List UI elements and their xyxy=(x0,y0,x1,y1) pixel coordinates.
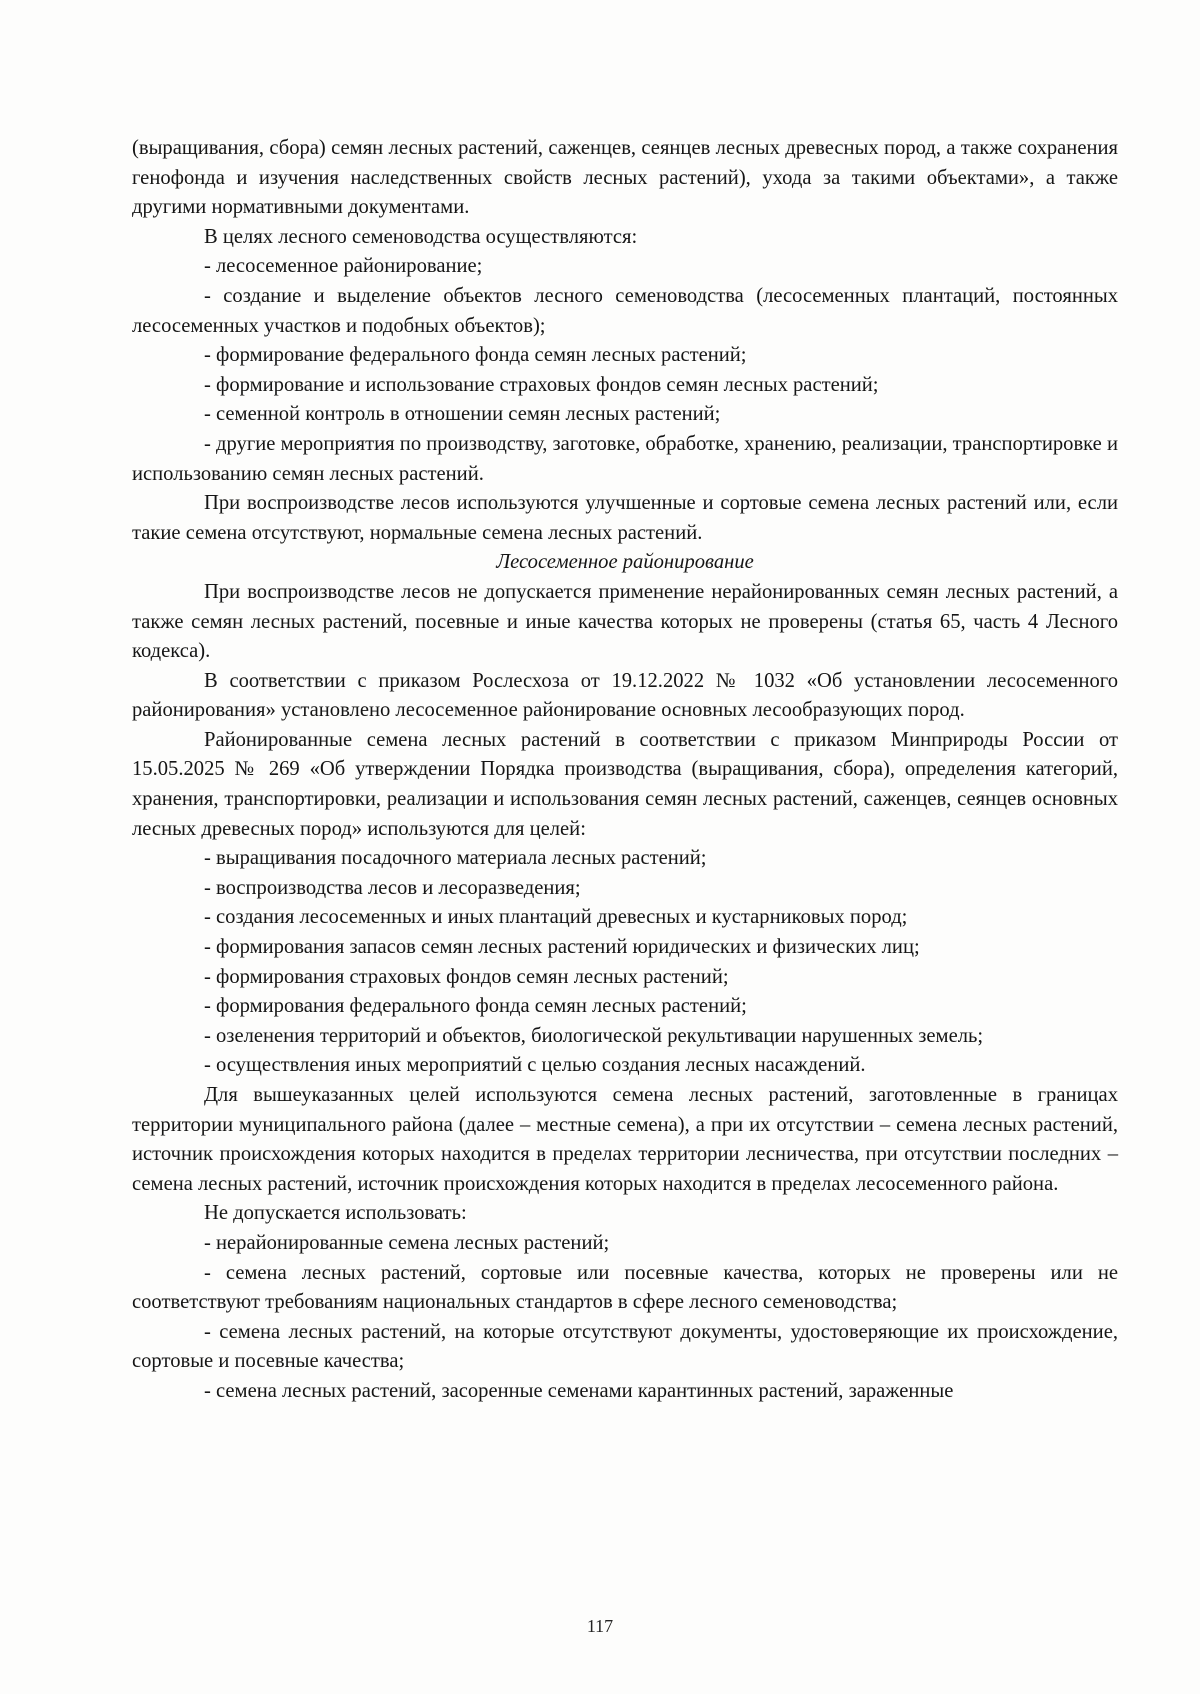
list-item: - выращивания посадочного материала лесных растений; xyxy=(204,847,707,870)
page-number: 117 xyxy=(586,1616,614,1636)
list-item: - осуществления иных мероприятий с целью создания лесных насаждений. xyxy=(204,1054,866,1077)
paragraph: При воспроизводстве лесов не допускается применение нерайонированных семян лесных растений, а также семян лесных растений, посевные и иные качества которых не проверены (статья 65, часть 4 Лесного кодекса). xyxy=(132,580,1118,663)
list-item: - создания лесосеменных и иных плантаций древесных и кустарниковых пород; xyxy=(204,906,908,929)
paragraph: Для вышеуказанных целей используются семена лесных растений, заготовленные в границах территории муниципального района (далее – местные семена), а при их отсутствии – семена лесных растений, источник происхождения которых находится в пределах территории лесничества, при отсутствии последних – семена лесных растений, источник происхождения которых находится в пределах лесосеменного района. xyxy=(132,1084,1118,1195)
paragraph: При воспроизводстве лесов используются улучшенные и сортовые семена лесных растений или, если такие семена отсутствуют, нормальные семена лесных растений. xyxy=(132,492,1118,544)
list-item: - формирования федерального фонда семян лесных растений; xyxy=(204,995,747,1018)
document-body xyxy=(132,134,1118,1407)
list-item: - формирование и использование страховых фондов семян лесных растений; xyxy=(204,373,879,396)
list-item: - лесосеменное районирование; xyxy=(204,255,483,278)
list-item: - другие мероприятия по производству, заготовке, обработке, хранению, реализации, транспортировке и использованию семян лесных растений. xyxy=(132,432,1118,485)
list-item: - формирование федерального фонда семян лесных растений; xyxy=(204,344,747,367)
paragraph: Не допускается использовать: xyxy=(204,1202,467,1225)
paragraph: В целях лесного семеноводства осуществляются: xyxy=(204,225,638,248)
list-item: - семена лесных растений, сортовые или посевные качества, которых не проверены или не соответствуют требованиям национальных стандартов в сфере лесного семеноводства; xyxy=(132,1261,1118,1314)
paragraph: Районированные семена лесных растений в соответствии с приказом Минприроды России от 15.05.2025 № 269 «Об утверждении Порядка производства (выращивания, сбора), определения категорий, хранения, транспортировки, реализации и использования семян лесных растений, саженцев, сеянцев основных лесных древесных пород» используются для целей: xyxy=(132,728,1118,840)
list-item: - семена лесных растений, засоренные семенами карантинных растений, зараженные xyxy=(204,1379,954,1402)
list-item: - воспроизводства лесов и лесоразведения; xyxy=(204,876,581,899)
list-item: - нерайонированные семена лесных растений; xyxy=(204,1231,610,1254)
list-item: - семена лесных растений, на которые отсутствуют документы, удостоверяющие их происхождение, сортовые и посевные качества; xyxy=(132,1320,1118,1373)
list-item: - семенной контроль в отношении семян лесных растений; xyxy=(204,403,721,426)
paragraph: В соответствии с приказом Рослесхоза от 19.12.2022 № 1032 «Об установлении лесосеменного районирования» установлено лесосеменное районирование основных лесообразующих пород. xyxy=(132,669,1118,722)
paragraph: (выращивания, сбора) семян лесных растений, саженцев, сеянцев лесных древесных пород, а также сохранения генофонда и изучения наследственных свойств лесных растений), ухода за такими объектами», а также другими нормативными документами. xyxy=(132,137,1118,219)
section-heading: Лесосеменное районирование xyxy=(496,551,754,574)
list-item: - озеленения территорий и объектов, биологической рекультивации нарушенных земель; xyxy=(204,1024,984,1047)
list-item: - формирования страховых фондов семян лесных растений; xyxy=(204,965,729,988)
list-item: - создание и выделение объектов лесного семеноводства (лесосеменных плантаций, постоянных лесосеменных участков и подобных объектов); xyxy=(132,284,1118,337)
list-item: - формирования запасов семян лесных растений юридических и физических лиц; xyxy=(204,936,920,959)
